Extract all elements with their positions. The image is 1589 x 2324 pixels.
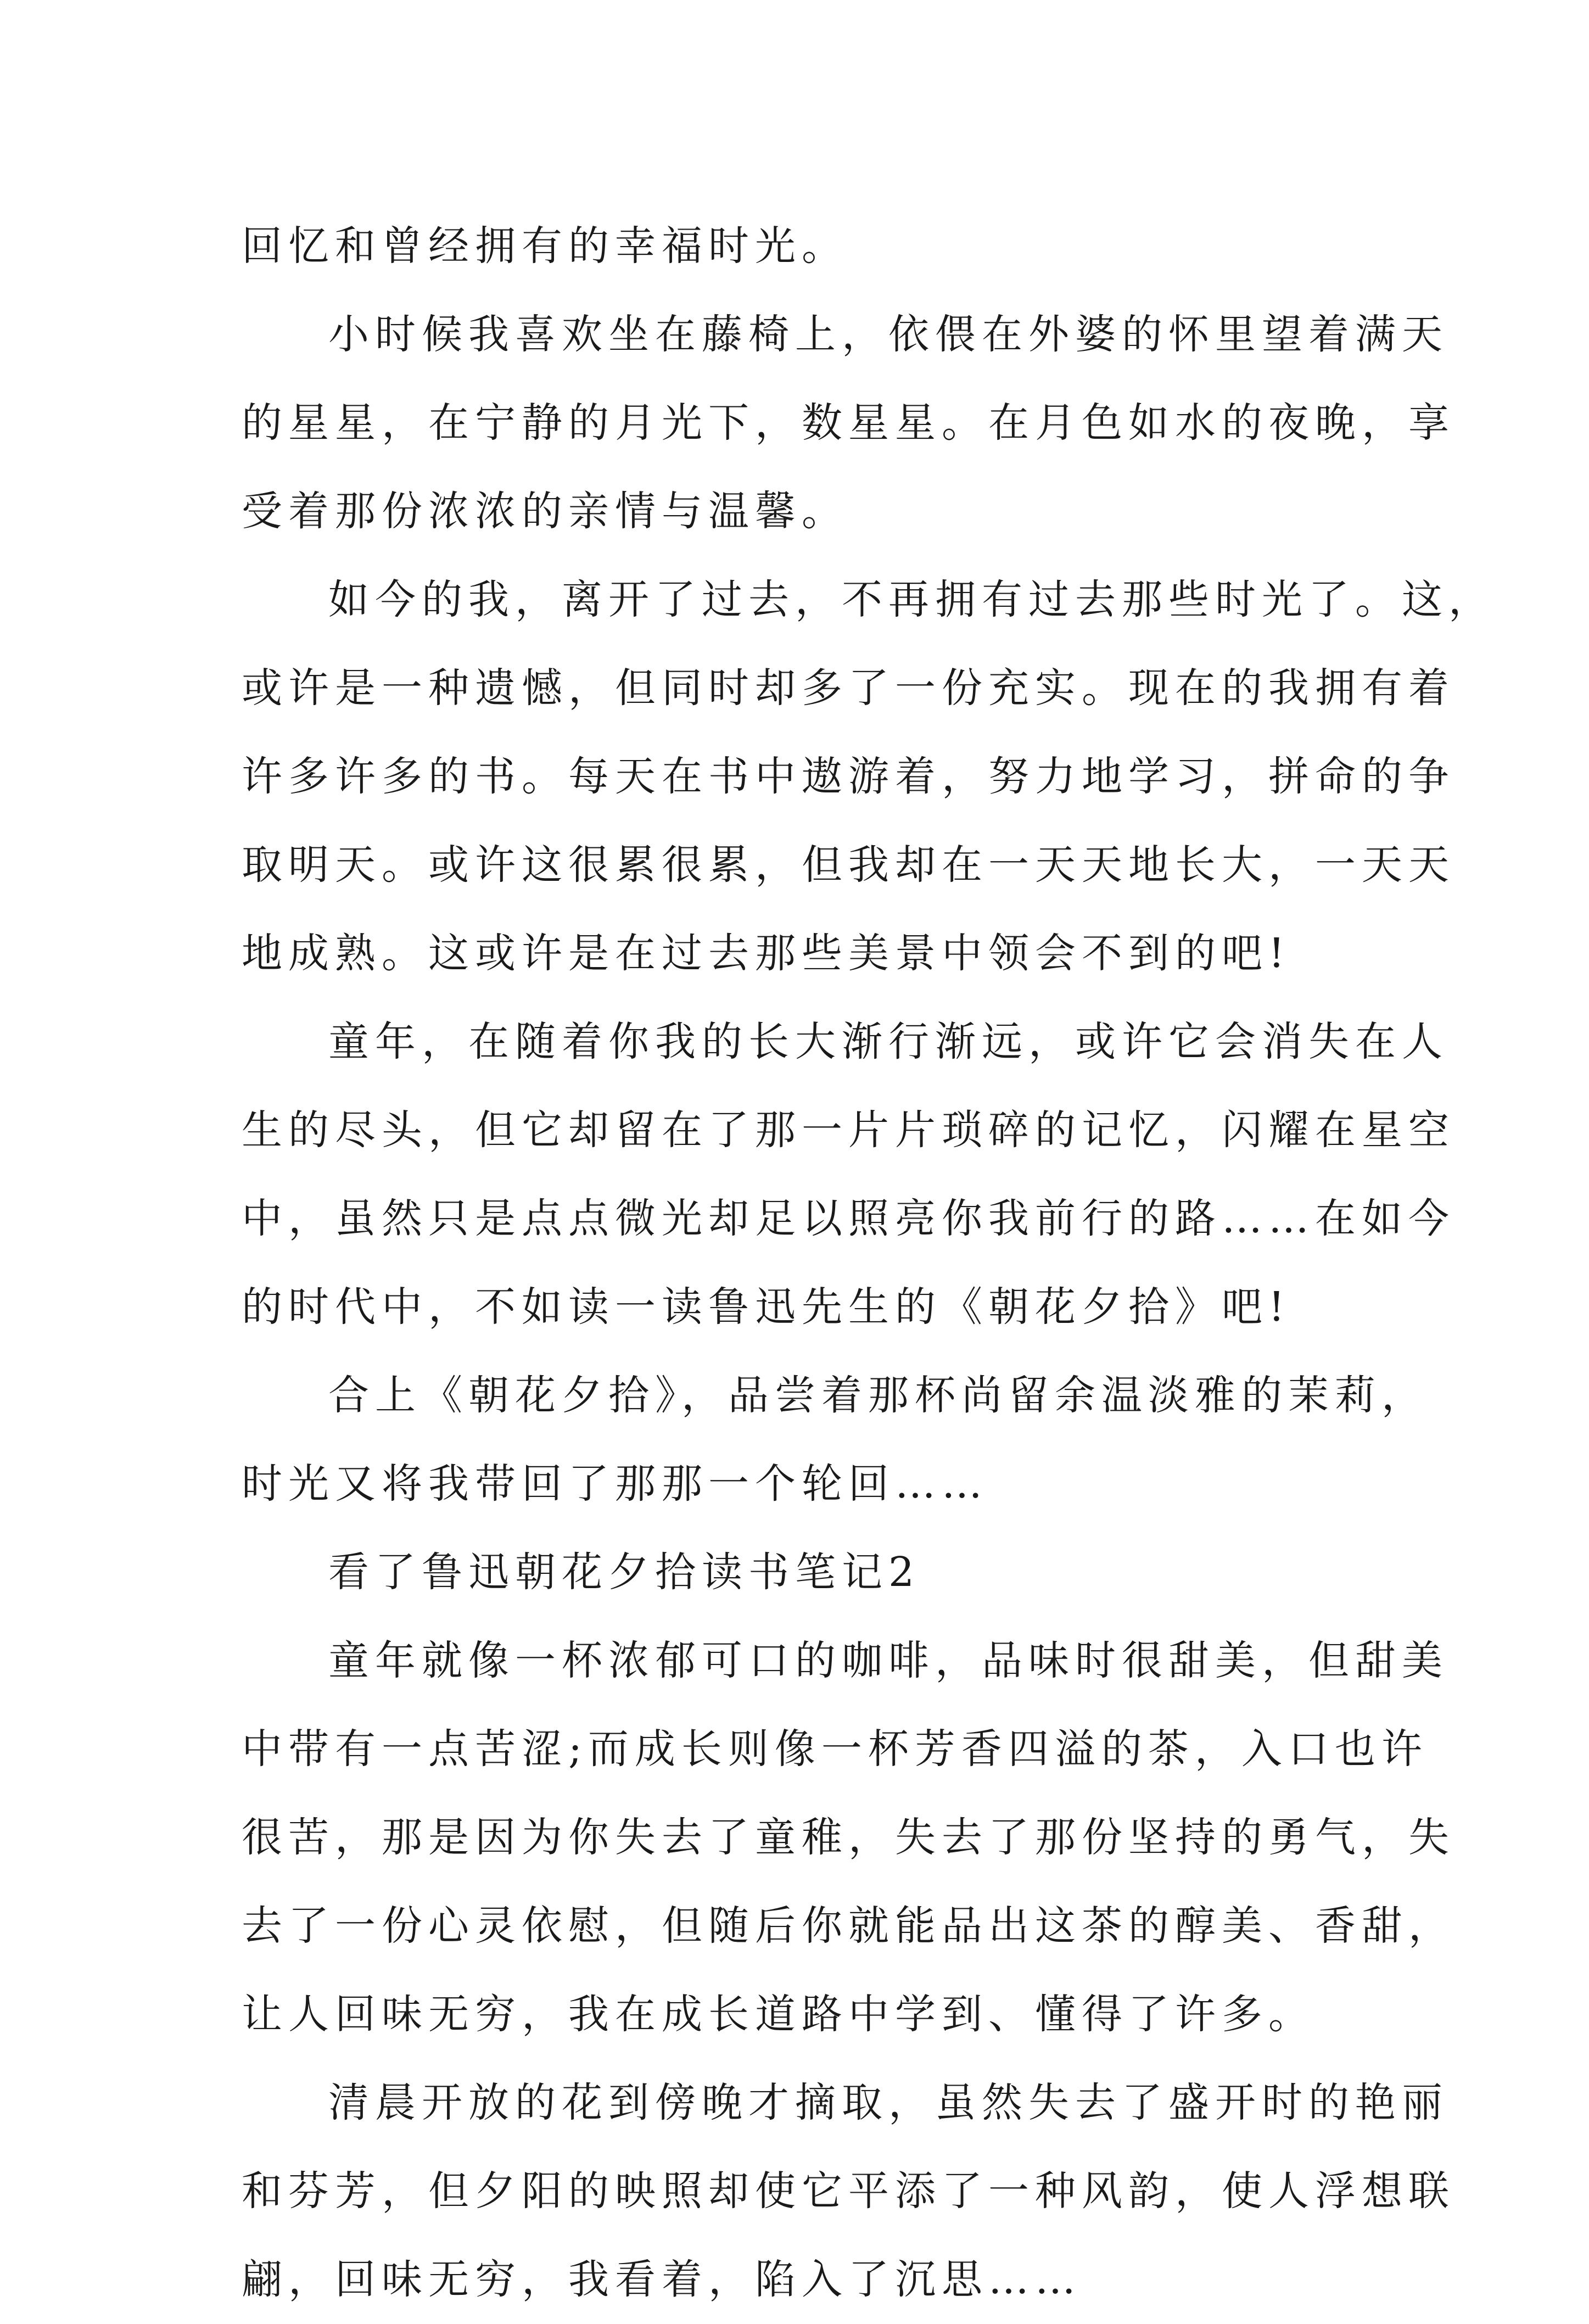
text-line: 很苦，那是因为你失去了童稚，失去了那份坚持的勇气，失 bbox=[242, 1814, 1455, 1861]
text-line: 中带有一点苦涩;而成长则像一杯芳香四溢的茶，入口也许 bbox=[242, 1725, 1428, 1773]
text-line: 的时代中，不如读一读鲁迅先生的《朝花夕拾》吧! bbox=[242, 1283, 1291, 1331]
text-line: 小时候我喜欢坐在藤椅上，依偎在外婆的怀里望着满天 bbox=[328, 311, 1448, 358]
text-line: 让人回味无穷，我在成长道路中学到、懂得了许多。 bbox=[242, 1991, 1315, 2038]
text-line: 去了一份心灵依慰，但随后你就能品出这茶的醇美、香甜， bbox=[242, 1902, 1455, 1949]
text-line: 地成熟。这或许是在过去那些美景中领会不到的吧! bbox=[242, 930, 1291, 977]
text-line: 时光又将我带回了那那一个轮回…… bbox=[242, 1460, 988, 1507]
text-line: 中，虽然只是点点微光却足以照亮你我前行的路……在如今 bbox=[242, 1195, 1455, 1242]
text-line: 看了鲁迅朝花夕拾读书笔记2 bbox=[328, 1549, 921, 1596]
text-line: 翩，回味无穷，我看着，陷入了沉思…… bbox=[242, 2256, 1082, 2303]
text-line: 回忆和曾经拥有的幸福时光。 bbox=[242, 222, 848, 270]
text-line: 或许是一种遗憾，但同时却多了一份充实。现在的我拥有着 bbox=[242, 664, 1455, 712]
text-line: 取明天。或许这很累很累，但我却在一天天地长大，一天天 bbox=[242, 841, 1455, 889]
text-line: 和芬芳，但夕阳的映照却使它平添了一种风韵，使人浮想联 bbox=[242, 2167, 1455, 2215]
text-line: 合上《朝花夕拾》，品尝着那杯尚留余温淡雅的茉莉， bbox=[328, 1372, 1428, 1419]
text-line: 如今的我，离开了过去，不再拥有过去那些时光了。这， bbox=[328, 576, 1495, 623]
text-line: 许多许多的书。每天在书中遨游着，努力地学习，拼命的争 bbox=[242, 753, 1455, 800]
text-line: 受着那份浓浓的亲情与温馨。 bbox=[242, 488, 848, 535]
body-text bbox=[242, 202, 1495, 2324]
text-line: 清晨开放的花到傍晚才摘取，虽然失去了盛开时的艳丽 bbox=[328, 2079, 1448, 2126]
text-line: 生的尽头，但它却留在了那一片片琐碎的记忆，闪耀在星空 bbox=[242, 1107, 1455, 1154]
text-line: 的星星，在宁静的月光下，数星星。在月色如水的夜晚，享 bbox=[242, 399, 1455, 446]
text-line: 童年就像一杯浓郁可口的咖啡，品味时很甜美，但甜美 bbox=[328, 1637, 1448, 1684]
text-line: 童年，在随着你我的长大渐行渐远，或许它会消失在人 bbox=[328, 1018, 1448, 1065]
